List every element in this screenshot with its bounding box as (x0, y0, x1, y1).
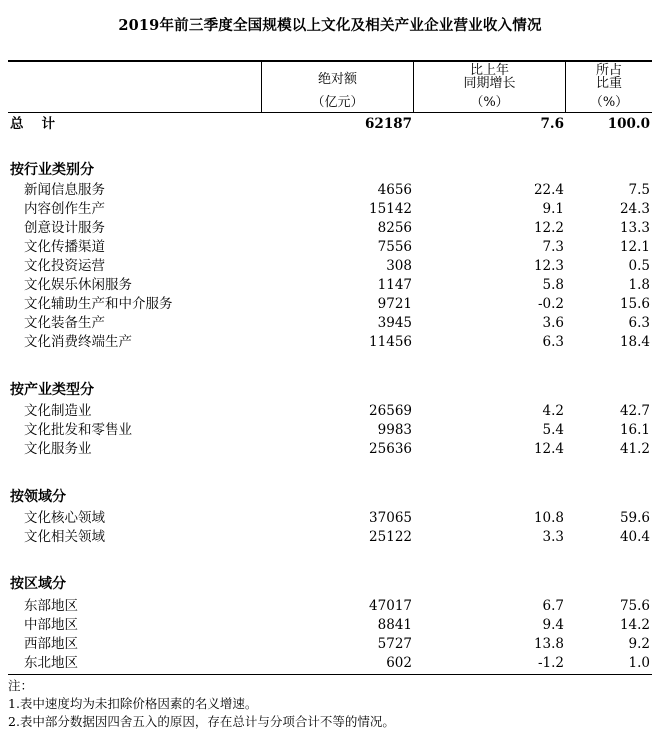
table-row (0, 402, 660, 421)
row-label: 西部地区 (24, 636, 78, 652)
col2-label-line1: 比上年 (469, 63, 509, 78)
row-share: 1.0 (628, 655, 650, 671)
row-share: 0.5 (628, 258, 650, 274)
table-row (0, 597, 660, 616)
section-title-industry: 按行业类别分 (10, 162, 94, 178)
note-item: 1.表中速度均为未扣除价格因素的名义增速。 (8, 696, 258, 711)
row-share: 18.4 (619, 334, 650, 350)
row-value: 308 (386, 258, 412, 274)
row-label: 文化投资运营 (24, 258, 105, 274)
row-growth: 10.8 (533, 510, 564, 526)
row-growth: 9.1 (542, 201, 564, 217)
row-value: 25636 (369, 441, 412, 457)
row-share: 24.3 (619, 201, 650, 217)
row-value: 5727 (377, 636, 412, 652)
table-row (0, 276, 660, 295)
row-value: 4656 (377, 182, 412, 198)
row-label: 文化辅助生产和中介服务 (24, 296, 173, 312)
row-growth: 6.7 (542, 598, 564, 614)
section-title-domain: 按领域分 (10, 489, 66, 505)
table-row (0, 509, 660, 528)
row-share: 14.2 (619, 617, 650, 633)
page-title: 2019年前三季度全国规模以上文化及相关产业企业营业收入情况 (118, 17, 542, 34)
row-label: 文化服务业 (24, 441, 92, 457)
row-growth: 6.3 (542, 334, 564, 350)
col2-label-line2: 同期增长 (463, 76, 516, 91)
row-value: 3945 (377, 315, 412, 331)
total-label: 总计 (10, 116, 73, 132)
table-row (0, 421, 660, 440)
row-growth: 4.2 (542, 403, 564, 419)
table-row (0, 314, 660, 333)
row-label: 创意设计服务 (24, 220, 105, 236)
table-row (0, 528, 660, 547)
row-growth: 9.4 (542, 617, 564, 633)
row-value: 9983 (377, 422, 412, 438)
total-row (0, 115, 660, 134)
row-label: 文化传播渠道 (24, 239, 105, 255)
total-value: 62187 (365, 116, 412, 132)
col1-label: 绝对额 (317, 72, 357, 87)
col3-header (566, 64, 652, 90)
footnotes (8, 677, 395, 731)
row-share: 1.8 (628, 277, 650, 293)
row-share: 42.7 (619, 403, 650, 419)
row-value: 11456 (369, 334, 412, 350)
row-value: 602 (386, 655, 412, 671)
row-label: 文化相关领域 (24, 529, 105, 545)
row-value: 7556 (377, 239, 412, 255)
row-growth: 7.3 (542, 239, 564, 255)
row-share: 16.1 (619, 422, 650, 438)
header-bottom-rule (8, 112, 652, 113)
row-growth: -1.2 (537, 655, 564, 671)
table-row (0, 333, 660, 352)
row-value: 47017 (369, 598, 412, 614)
table-row (0, 440, 660, 459)
section-title-industry-type: 按产业类型分 (10, 382, 94, 398)
row-label: 东部地区 (24, 598, 78, 614)
row-growth: 13.8 (533, 636, 564, 652)
table-row (0, 295, 660, 314)
table-row (0, 654, 660, 673)
row-label: 文化批发和零售业 (24, 422, 132, 438)
row-share: 41.2 (619, 441, 650, 457)
row-label: 文化核心领域 (24, 510, 105, 526)
row-value: 1147 (377, 277, 412, 293)
table-row (0, 181, 660, 200)
table-row (0, 635, 660, 654)
table-row (0, 219, 660, 238)
row-label: 东北地区 (24, 655, 78, 671)
row-growth: 12.3 (533, 258, 564, 274)
row-value: 15142 (369, 201, 412, 217)
row-share: 75.6 (619, 598, 650, 614)
notes-heading: 注： (8, 678, 34, 693)
row-value: 9721 (377, 296, 412, 312)
row-label: 文化娱乐休闲服务 (24, 277, 132, 293)
row-growth: -0.2 (537, 296, 564, 312)
row-label: 文化制造业 (24, 403, 92, 419)
row-share: 59.6 (619, 510, 650, 526)
row-label: 中部地区 (24, 617, 78, 633)
row-label: 内容创作生产 (24, 201, 105, 217)
row-share: 12.1 (619, 239, 650, 255)
col3-label-line2: 比重 (595, 76, 622, 91)
col3-label-line1: 所占 (595, 63, 622, 78)
top-rule (8, 60, 652, 62)
row-label: 文化消费终端生产 (24, 334, 132, 350)
row-share: 9.2 (628, 636, 650, 652)
row-label: 新闻信息服务 (24, 182, 105, 198)
row-share: 6.3 (628, 315, 650, 331)
section-title-region: 按区域分 (10, 576, 66, 592)
col1-header (262, 73, 413, 86)
table-row (0, 200, 660, 219)
total-share: 100.0 (607, 116, 650, 132)
table-row (0, 616, 660, 635)
row-growth: 12.4 (533, 441, 564, 457)
row-growth: 22.4 (533, 182, 564, 198)
row-growth: 3.3 (542, 529, 564, 545)
row-value: 26569 (369, 403, 412, 419)
col2-header (414, 64, 565, 90)
table-row (0, 257, 660, 276)
row-share: 13.3 (619, 220, 650, 236)
row-growth: 5.8 (542, 277, 564, 293)
row-label: 文化装备生产 (24, 315, 105, 331)
row-value: 25122 (369, 529, 412, 545)
table-row (0, 238, 660, 257)
row-growth: 3.6 (542, 315, 564, 331)
note-item: 2.表中部分数据因四舍五入的原因，存在总计与分项合计不等的情况。 (8, 714, 395, 729)
row-value: 8841 (377, 617, 412, 633)
body-bottom-rule (8, 674, 652, 675)
row-share: 15.6 (619, 296, 650, 312)
row-value: 8256 (377, 220, 412, 236)
col2-unit: （%） (470, 95, 509, 110)
col3-unit: （%） (589, 95, 629, 110)
row-value: 37065 (369, 510, 412, 526)
total-growth: 7.6 (540, 116, 564, 132)
row-growth: 12.2 (533, 220, 564, 236)
row-share: 40.4 (619, 529, 650, 545)
col1-unit: （亿元） (311, 95, 364, 110)
row-share: 7.5 (628, 182, 650, 198)
row-growth: 5.4 (542, 422, 564, 438)
